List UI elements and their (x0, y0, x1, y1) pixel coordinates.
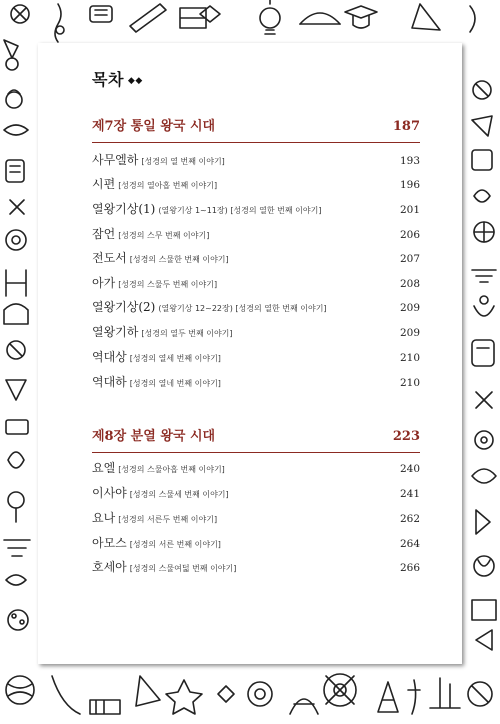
entry-subtitle: [성경의 열네 번째 이야기] (129, 379, 221, 388)
chapter-8-heading[interactable] (92, 425, 420, 453)
entry-name: 열왕기하 (92, 325, 139, 339)
entry-name: 열왕기상(1) (92, 202, 156, 216)
entry-name: 아가 (92, 276, 116, 290)
entry-name: 열왕기상(2) (92, 300, 156, 314)
toc-entry[interactable] (92, 482, 420, 500)
toc-entry[interactable] (92, 223, 420, 241)
toc-title: 목차 (92, 70, 124, 89)
entry-page: 193 (399, 155, 420, 167)
entry-subtitle: (열왕기상 12~22장) [성경의 열한 번째 이야기] (158, 304, 327, 313)
toc-entry[interactable] (92, 371, 420, 389)
entry-page: 262 (399, 513, 420, 525)
toc-entry[interactable] (92, 457, 420, 475)
chapter-7-heading[interactable] (92, 115, 420, 143)
toc-entry[interactable] (92, 173, 420, 191)
chapter-page: 223 (392, 429, 420, 444)
entry-subtitle: [성경의 열아홉 번째 이야기] (118, 181, 218, 190)
entry-page: 201 (399, 204, 420, 216)
entry-page: 206 (399, 229, 420, 241)
entry-name: 요나 (92, 511, 116, 525)
entry-subtitle: [성경의 스물세 번째 이야기] (129, 490, 229, 499)
entry-page: 266 (399, 562, 420, 574)
entry-name: 사무엘하 (92, 153, 139, 167)
entry-page: 196 (399, 179, 420, 191)
entry-subtitle: [성경의 스물한 번째 이야기] (129, 255, 229, 264)
entry-subtitle: [성경의 서른두 번째 이야기] (118, 515, 218, 524)
toc-entry[interactable] (92, 296, 420, 314)
toc-entry[interactable] (92, 272, 420, 290)
entry-subtitle: [성경의 열세 번째 이야기] (129, 354, 221, 363)
toc-page (38, 43, 462, 664)
entry-name: 요엘 (92, 461, 116, 475)
entry-page: 207 (399, 253, 420, 265)
toc-entry[interactable] (92, 198, 420, 216)
toc-entry[interactable] (92, 247, 420, 265)
entry-page: 210 (399, 352, 420, 364)
entry-subtitle: [성경의 서른 번째 이야기] (129, 540, 221, 549)
toc-entry[interactable] (92, 149, 420, 167)
toc-entry[interactable] (92, 532, 420, 550)
entry-name: 아모스 (92, 536, 127, 550)
entry-subtitle: [성경의 열두 번째 이야기] (141, 329, 233, 338)
toc-entry[interactable] (92, 321, 420, 339)
entry-page: 241 (399, 488, 420, 500)
entry-page: 240 (399, 463, 420, 475)
entry-page: 209 (399, 327, 420, 339)
entry-name: 역대하 (92, 375, 127, 389)
entry-subtitle: [성경의 스물여덟 번째 이야기] (129, 564, 237, 573)
entry-subtitle: [성경의 열 번째 이야기] (141, 157, 225, 166)
entry-page: 210 (399, 377, 420, 389)
entry-name: 역대상 (92, 350, 127, 364)
entry-name: 이사야 (92, 486, 127, 500)
toc-entry[interactable] (92, 507, 420, 525)
entry-subtitle: (열왕기상 1~11장) [성경의 열한 번째 이야기] (158, 206, 322, 215)
entry-subtitle: [성경의 스무 번째 이야기] (118, 231, 210, 240)
entry-name: 전도서 (92, 251, 127, 265)
entry-name: 시편 (92, 177, 116, 191)
diamond-icon: ◆◆ (127, 76, 143, 86)
entry-name: 호세아 (92, 560, 127, 574)
toc-entry[interactable] (92, 346, 420, 364)
chapter-title: 제8장 분열 왕국 시대 (92, 429, 216, 444)
entry-subtitle: [성경의 스물아홉 번째 이야기] (118, 465, 225, 474)
entry-name: 잠언 (92, 227, 116, 241)
entry-subtitle: [성경의 스물두 번째 이야기] (118, 280, 218, 289)
toc-heading (92, 67, 143, 90)
chapter-page: 187 (392, 119, 420, 134)
toc-entry[interactable] (92, 556, 420, 574)
entry-page: 209 (399, 302, 420, 314)
chapter-title: 제7장 통일 왕국 시대 (92, 119, 216, 134)
entry-page: 264 (399, 538, 420, 550)
entry-page: 208 (399, 278, 420, 290)
